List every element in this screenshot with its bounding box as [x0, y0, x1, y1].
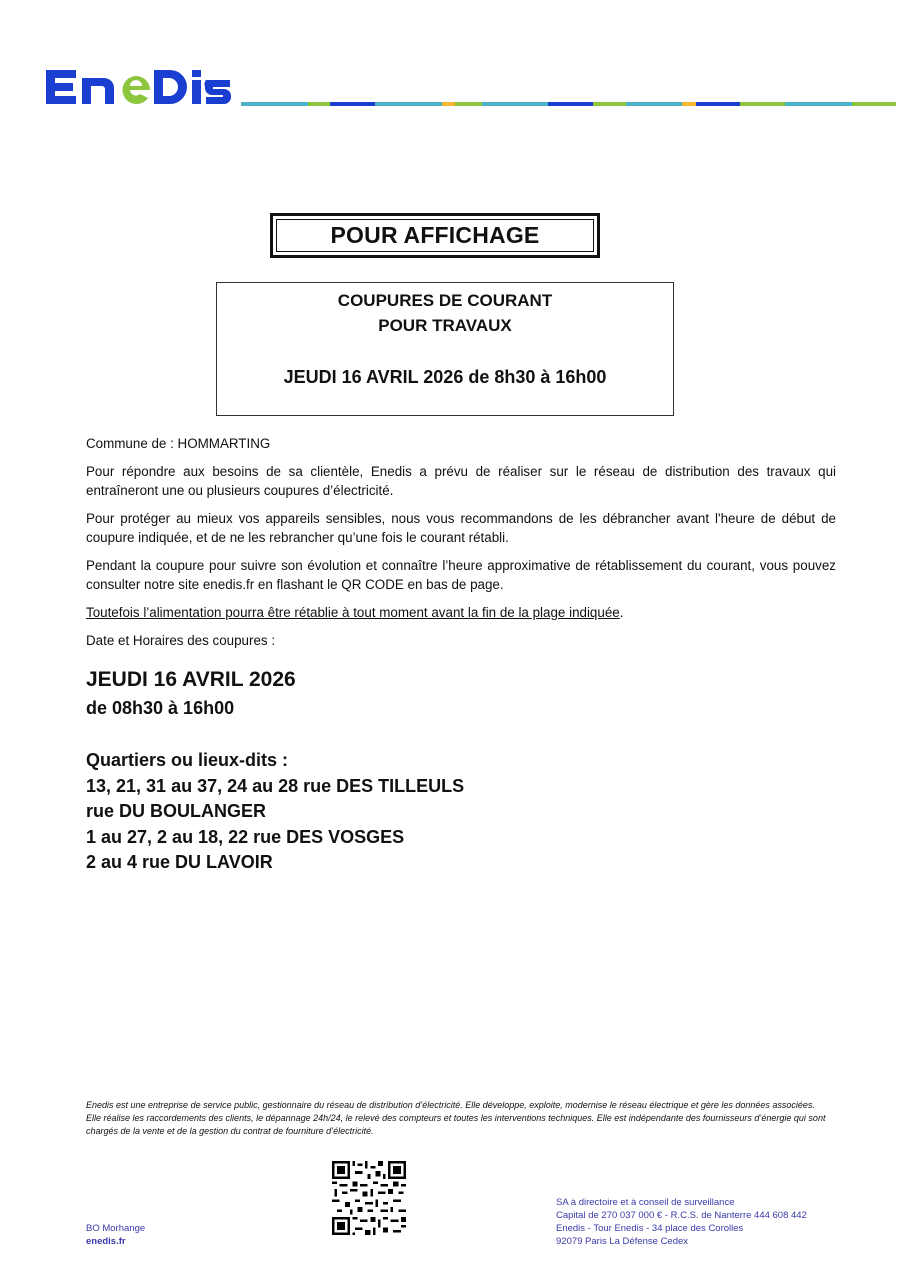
affichage-frame [270, 213, 600, 258]
coupure-date-line: JEUDI 16 AVRIL 2026 de 8h30 à 16h00 [283, 367, 607, 387]
legal-disclaimer: Enedis est une entreprise de service public, gestionnaire du réseau de distribution d’électricité. Elle développe, exploite, modernise le réseau électrique et gère les données associées. Elle réalise les raccordements des clients, le dépannage 24h/24, le relevé des compteurs et toutes les interventions techniques. Elle est indépendante des fournisseurs d’énergie qui sont chargés de la vente et de la gestion du contrat de fourniture d’électricité. [86, 1100, 826, 1136]
location-item: 13, 21, 31 au 37, 24 au 28 rue DES TILLEULS [86, 775, 465, 796]
footer-office [86, 1222, 145, 1248]
affichage-label: POUR AFFICHAGE [276, 219, 594, 252]
commune-line: Commune de : HOMMARTING [86, 436, 271, 451]
company-line: Capital de 270 037 000 € - R.C.S. de Nanterre 444 608 442 [556, 1210, 807, 1221]
location-item: 1 au 27, 2 au 18, 22 rue DES VOSGES [86, 826, 405, 847]
restoration-note: Toutefois l’alimentation pourra être rétablie à tout moment avant la fin de la plage indiquée [86, 605, 620, 620]
footer-company-info [556, 1196, 807, 1248]
paragraph-recommendation: Pour protéger au mieux vos appareils sensibles, nous vous recommandons de les débrancher avant l'heure de début de coupure indiquée, et de ne les rebrancher qu’une fois le courant rétabli. [86, 511, 836, 545]
coupure-title-line1: COUPURES DE COURANT [337, 291, 553, 310]
website-link[interactable]: enedis.fr [86, 1236, 126, 1247]
coupure-summary-box [216, 282, 674, 416]
location-item: rue DU BOULANGER [86, 801, 267, 821]
office-name: BO Morhange [86, 1223, 146, 1234]
locations-list [86, 748, 464, 876]
paragraph-intro: Pour répondre aux besoins de sa clientèle, Enedis a prévu de réaliser sur le réseau de distribution des travaux qui entraîneront une ou plusieurs coupures d’électricité. [86, 464, 836, 498]
location-item: 2 au 4 rue DU LAVOIR [86, 852, 273, 872]
coupure-title-line2: POUR TRAVAUX [378, 316, 512, 335]
company-line: 92079 Paris La Défense Cedex [556, 1236, 689, 1247]
company-line: SA à directoire et à conseil de surveillance [556, 1197, 735, 1208]
paragraph-restoration [86, 603, 836, 622]
restoration-note-end: . [619, 605, 624, 620]
qr-code-icon[interactable] [332, 1161, 406, 1235]
schedule-hours: de 08h30 à 16h00 [86, 698, 235, 718]
paragraph-follow-up: Pendant la coupure pour suivre son évolution et connaître l’heure approximative de rétablissement du courant, vous pouvez consulter notre site enedis.fr en flashant le QR CODE en bas de page. [86, 558, 836, 592]
body-text [86, 434, 836, 659]
header-color-line [241, 102, 896, 106]
locations-label: Quartiers ou lieux-dits : [86, 750, 289, 770]
enedis-logo [44, 66, 234, 108]
schedule-date: JEUDI 16 AVRIL 2026 [86, 668, 296, 691]
schedule-section [86, 666, 464, 876]
schedule-intro: Date et Horaires des coupures : [86, 633, 276, 648]
company-line: Enedis - Tour Enedis - 34 place des Corolles [556, 1223, 744, 1234]
